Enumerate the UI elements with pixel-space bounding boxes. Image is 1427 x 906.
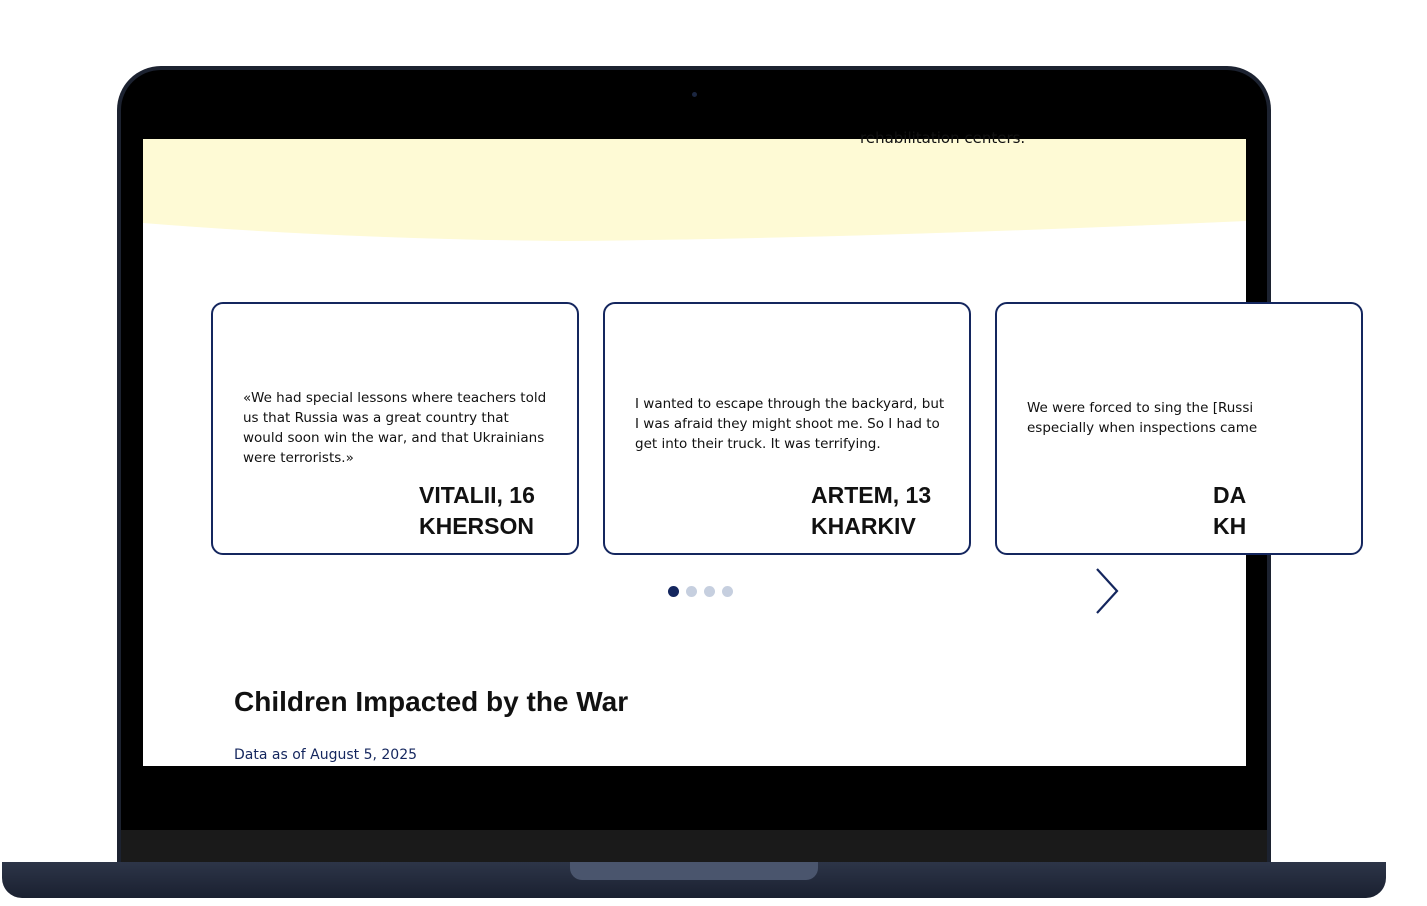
author-name: DA xyxy=(1213,482,1247,508)
laptop-groove xyxy=(570,862,818,880)
cream-wave-background xyxy=(143,139,1246,249)
testimonial-card xyxy=(211,302,579,555)
author-city: KH xyxy=(1213,513,1247,539)
quote-line: especially when inspections came xyxy=(1027,420,1258,436)
testimonial-card xyxy=(995,302,1363,555)
author-city: KHARKIV xyxy=(811,513,916,539)
author-name: ARTEM, 13 xyxy=(811,482,932,508)
camera-icon xyxy=(692,92,697,97)
testimonial-quote xyxy=(1027,398,1427,438)
intro-text-fragment: rehabilitation centers. xyxy=(860,129,1026,147)
carousel-dot-2[interactable] xyxy=(686,586,697,597)
testimonial-quote: I wanted to escape through the backyard, but I was afraid they might shoot me. So I had to get into their truck. It was terrifying. xyxy=(635,396,945,452)
testimonial-author xyxy=(811,480,931,542)
data-date: Data as of August 5, 2025 xyxy=(234,747,418,763)
carousel-pagination xyxy=(668,586,733,597)
author-name: VITALII, 16 xyxy=(419,482,535,508)
carousel-dot-3[interactable] xyxy=(704,586,715,597)
testimonial-card xyxy=(603,302,971,555)
section-title: Children Impacted by the War xyxy=(234,686,629,717)
testimonial-quote: «We had special lessons where teachers told us that Russia was a great country that would soon win the war, and that Ukrainians were terrorists.» xyxy=(243,390,547,466)
carousel-dot-1[interactable] xyxy=(668,586,679,597)
testimonial-author xyxy=(419,480,535,542)
carousel-dot-4[interactable] xyxy=(722,586,733,597)
quote-line: We were forced to sing the [Russi xyxy=(1027,400,1254,416)
testimonial-author xyxy=(1213,480,1246,542)
laptop-chin xyxy=(121,830,1267,864)
screen xyxy=(143,129,1258,766)
chevron-right-icon[interactable] xyxy=(1093,567,1121,615)
author-city: KHERSON xyxy=(419,513,535,539)
